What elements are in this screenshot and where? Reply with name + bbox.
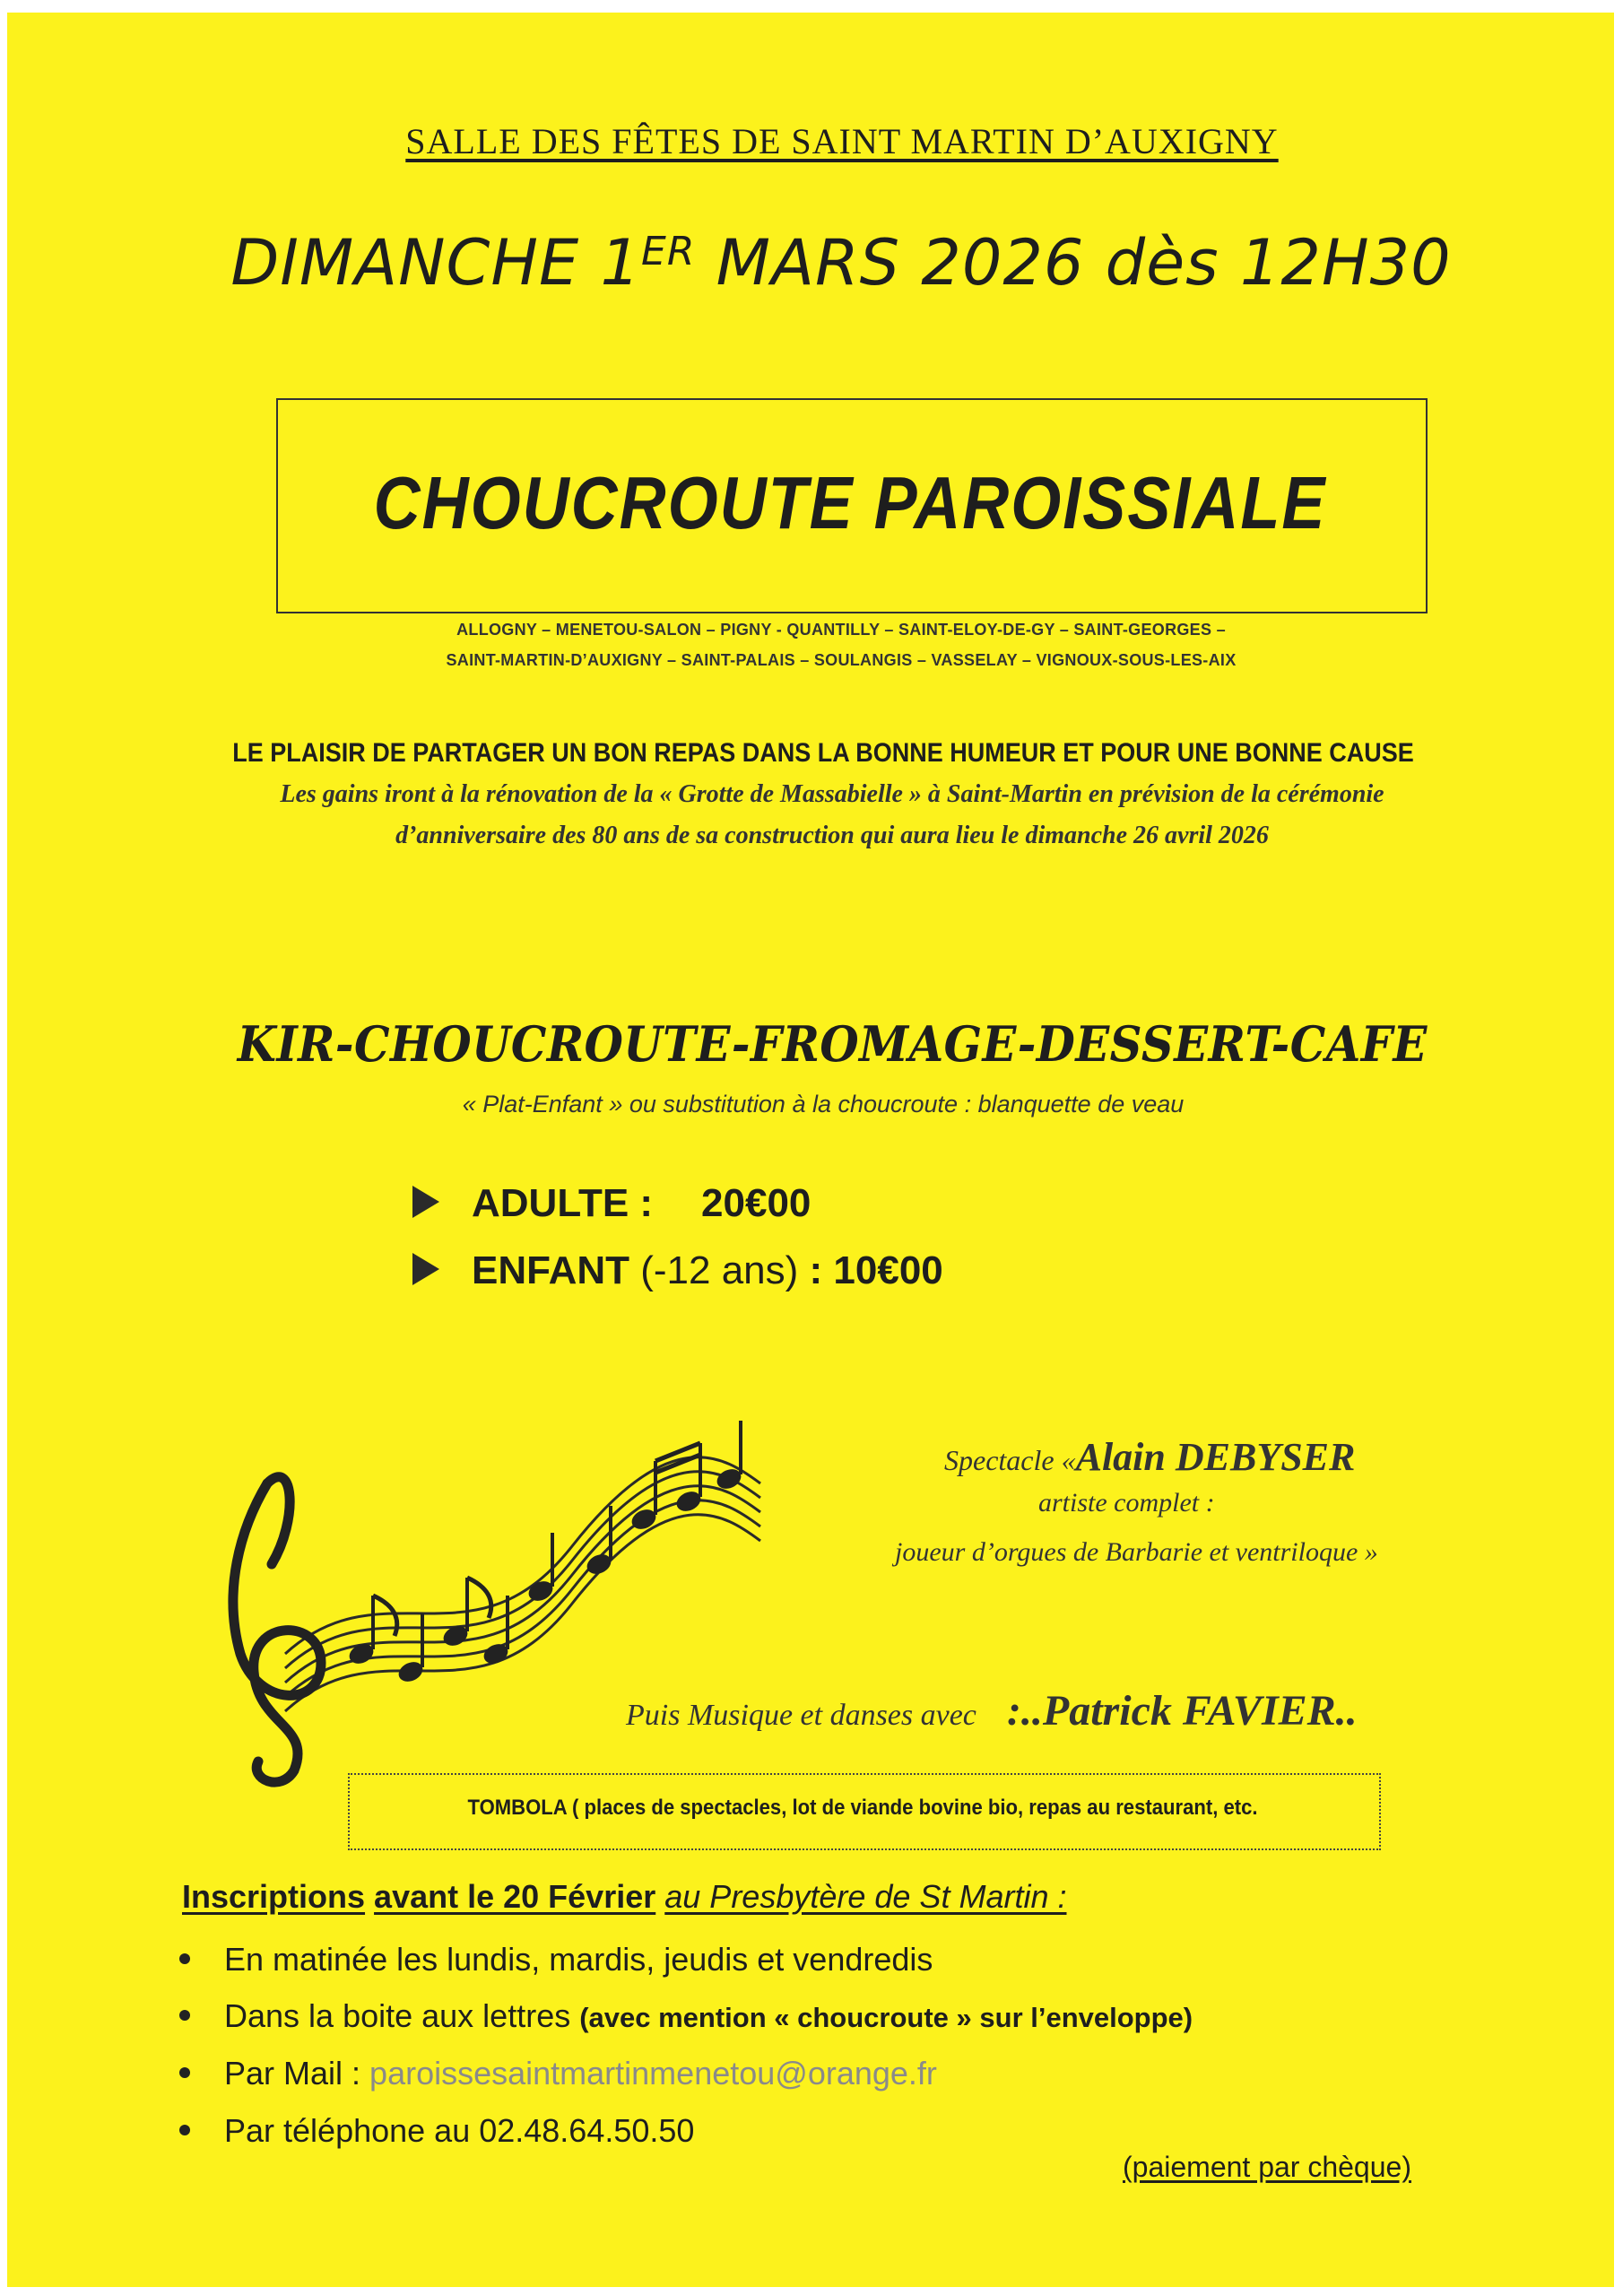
gains-line-1: Les gains iront à la rénovation de la « Grotte de Massabielle » à Saint-Martin en prévision de la cérémonie xyxy=(280,780,1384,808)
gains-line-2: d’anniversaire des 80 ans de sa construction qui aura lieu le dimanche 26 avril 2026 xyxy=(395,822,1269,849)
event-date: DIMANCHE 1ER MARS 2026 dès 12H30 xyxy=(230,226,1452,300)
music-line: Puis Musique et danses avec :..Patrick FAVIER.. xyxy=(626,1687,1358,1735)
show-line-2: artiste complet : xyxy=(1038,1488,1215,1518)
venue-title: SALLE DES FÊTES DE SAINT MARTIN D’AUXIGNY xyxy=(405,121,1279,161)
payment-note: (paiement par chèque) xyxy=(1123,2151,1411,2183)
triangle-bullet-icon xyxy=(412,1186,439,1218)
cause-heading: LE PLAISIR DE PARTAGER UN BON REPAS DANS LA BONNE HUMEUR ET POUR UNE BONNE CAUSE xyxy=(232,737,1414,768)
flyer-page xyxy=(7,13,1614,2287)
parish-list-line-1: ALLOGNY – MENETOU-SALON – PIGNY - QUANTILLY – SAINT-ELOY-DE-GY – SAINT-GEORGES – xyxy=(456,621,1226,639)
tombola-text: TOMBOLA ( places de spectacles, lot de viande bovine bio, repas au restaurant, etc. xyxy=(467,1796,1258,1820)
show-line-3: joueur d’orgues de Barbarie et ventriloque » xyxy=(895,1537,1378,1567)
menu-heading: KIR-CHOUCROUTE-FROMAGE-DESSERT-CAFE xyxy=(237,1015,1428,1073)
list-item: En matinée les lundis, mardis, jeudis et vendredis xyxy=(179,1941,933,1979)
price-adult: ADULTE : 20€00 xyxy=(412,1181,811,1226)
triangle-bullet-icon xyxy=(412,1253,439,1285)
parish-list-line-2: SAINT-MARTIN-D’AUXIGNY – SAINT-PALAIS – SOULANGIS – VASSELAY – VIGNOUX-SOUS-LES-AIX xyxy=(446,651,1237,669)
inscriptions-heading: Inscriptions avant le 20 Février au Presbytère de St Martin : xyxy=(182,1878,1067,1915)
email-link[interactable]: paroissesaintmartinmenetou@orange.fr xyxy=(369,2055,937,2092)
event-title: CHOUCROUTE PAROISSIALE xyxy=(373,462,1327,545)
list-item: Par téléphone au 02.48.64.50.50 xyxy=(179,2112,694,2150)
show-line-1: Spectacle «Alain DEBYSER xyxy=(944,1435,1356,1479)
list-item: Par Mail : paroissesaintmartinmenetou@orange.fr xyxy=(179,2055,937,2092)
list-item: Dans la boite aux lettres (avec mention « choucroute » sur l’enveloppe) xyxy=(179,1997,1193,2035)
price-child: ENFANT (-12 ans) : 10€00 xyxy=(412,1248,943,1293)
menu-substitution: « Plat-Enfant » ou substitution à la choucroute : blanquette de veau xyxy=(462,1091,1185,1118)
